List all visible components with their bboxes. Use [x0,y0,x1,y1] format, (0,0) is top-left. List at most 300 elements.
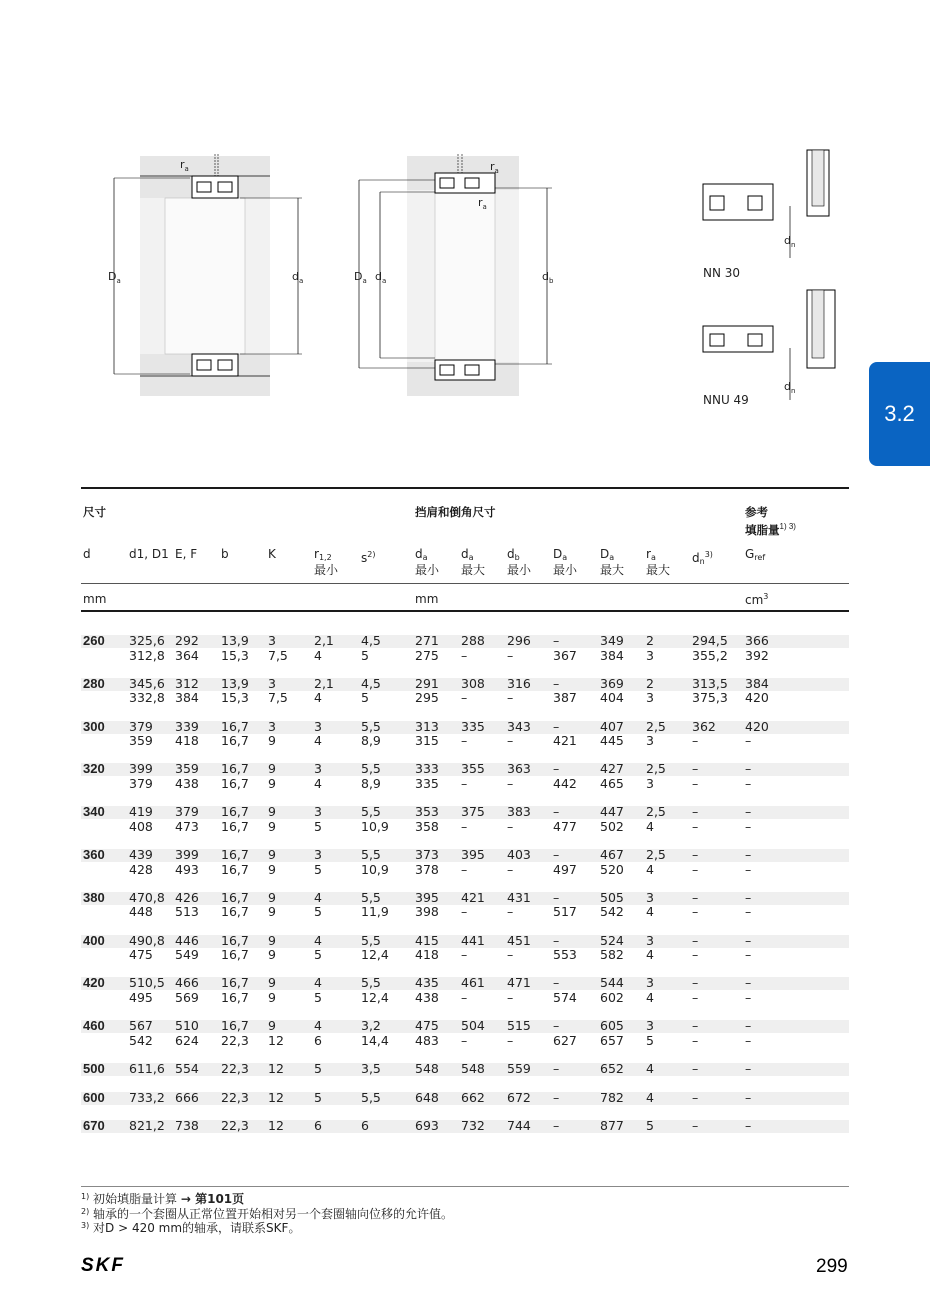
table-cell: 549 [175,947,199,963]
caption-nn30: NN 30 [703,266,741,280]
table-cell: 574 [553,989,577,1005]
table-cell: – [745,1032,752,1048]
table-cell: 419 [129,804,153,820]
table-cell: 364 [175,647,199,663]
table-cell: 877 [600,1118,624,1134]
table-cell: 335 [461,718,485,734]
table-cell: 3 [646,690,654,706]
table-cell: 358 [415,818,439,834]
table-cell: 349 [600,633,624,648]
bore-diameter: 320 [83,761,105,777]
table-cell: 448 [129,904,153,920]
header-mid-rule [81,583,849,584]
table-cell: 465 [600,775,624,791]
table-cell: – [745,1061,752,1076]
table-cell: – [507,818,514,834]
table-cell: 315 [415,733,439,749]
table-cell: 3,5 [361,1061,381,1076]
table-cell: 542 [129,1032,153,1048]
table-cell: 16,7 [221,718,249,734]
table-cell: – [692,1089,699,1105]
bore-diameter: 400 [83,932,105,948]
table-cell: 14,4 [361,1032,389,1048]
table-cell: 332,8 [129,690,165,706]
table-cell: 611,6 [129,1061,165,1076]
table-cell: 399 [129,761,153,777]
table-cell: 9 [268,904,276,920]
table-cell: 461 [461,975,485,991]
table-cell: 559 [507,1061,531,1076]
table-cell: – [461,733,468,749]
table-cell: 5 [361,647,369,663]
table-cell: – [507,647,514,663]
table-cell: 513 [175,904,199,920]
table-cell: 408 [129,818,153,834]
column-header: $r_{1,2}$ 最小 [314,547,339,577]
column-header: $d_a$ 最大 [461,547,486,577]
table-cell: – [553,804,560,820]
table-cell: 5 [646,1032,654,1048]
table-cell: 5,5 [361,804,381,820]
table-cell: 420 [745,718,769,734]
table-cell: 373 [415,847,439,862]
svg-text:da: $d_a$ [375,270,387,285]
bore-diameter: 380 [83,889,105,905]
footnote: $^{3)}$ 对D > 420 mm的轴承，请联系SKF。 [81,1221,301,1235]
table-cell: – [507,861,514,877]
table-cell: 4 [646,947,654,963]
table-cell: 5 [314,1061,322,1076]
table-cell: 12 [268,1061,284,1076]
table-cell: 4 [314,1018,322,1034]
table-cell: 12 [268,1089,284,1105]
table-cell: – [692,1061,699,1076]
table-cell: 4 [314,775,322,791]
table-cell: 367 [553,647,577,663]
table-cell: 22,3 [221,1032,249,1048]
table-cell: 22,3 [221,1061,249,1076]
bore-diameter: 340 [83,804,105,820]
table-cell: 15,3 [221,647,249,663]
table-cell: 3 [646,647,654,663]
table-cell: 553 [553,947,577,963]
table-cell: 420 [745,690,769,706]
table-cell: 438 [415,989,439,1005]
table-cell: – [745,761,752,777]
table-cell: 627 [553,1032,577,1048]
skf-logo: SKF [81,1255,125,1276]
bore-diameter: 500 [83,1061,105,1076]
svg-text:Da: $D_a$ [108,270,121,285]
table-cell: 515 [507,1018,531,1034]
table-cell: – [692,761,699,777]
table-cell: 502 [600,818,624,834]
column-header: E, F [175,547,198,561]
label-ra: r [180,158,185,171]
table-cell: 4,5 [361,675,381,691]
table-cell: – [745,861,752,877]
table-cell: 383 [507,804,531,820]
table-top-rule [81,487,849,489]
table-cell: 384 [745,675,769,691]
table-cell: – [692,861,699,877]
table-cell: 9 [268,804,276,820]
table-cell: 3 [268,675,276,691]
table-cell: 602 [600,989,624,1005]
table-cell: 475 [129,947,153,963]
table-cell: – [553,675,560,691]
table-cell: 483 [415,1032,439,1048]
table-cell: 9 [268,847,276,862]
table-cell: 7,5 [268,690,288,706]
table-cell: 392 [745,647,769,663]
table-cell: – [745,818,752,834]
table-cell: 271 [415,633,439,648]
table-cell: – [461,647,468,663]
table-cell: 3 [646,775,654,791]
table-cell: 4,5 [361,633,381,648]
table-cell: 359 [175,761,199,777]
table-cell: 733,2 [129,1089,165,1105]
table-cell: – [553,975,560,991]
table-cell: 4 [646,1089,654,1105]
table-cell: 3 [646,1018,654,1034]
table-cell: – [745,847,752,862]
svg-text:ra: $r_a$ [478,196,487,211]
table-cell: 510,5 [129,975,165,991]
table-cell: 345,6 [129,675,165,691]
table-cell: – [692,733,699,749]
table-cell: 291 [415,675,439,691]
table-cell: 12,4 [361,989,389,1005]
table-cell: – [461,861,468,877]
table-cell: 339 [175,718,199,734]
table-cell: – [692,1018,699,1034]
table-cell: – [692,932,699,948]
table-cell: 294,5 [692,633,728,648]
table-cell: 3 [268,633,276,648]
table-cell: 470,8 [129,889,165,905]
table-cell: 624 [175,1032,199,1048]
table-cell: 445 [600,733,624,749]
table-cell: 2,1 [314,633,334,648]
diagram-middle [354,154,554,396]
footnote: $^{2)}$ 轴承的一个套圈从正常位置开始相对另一个套圈轴向位移的允许值。 [81,1206,454,1221]
table-cell: 652 [600,1061,624,1076]
table-cell: 355 [461,761,485,777]
table-cell: – [745,775,752,791]
table-cell: 467 [600,847,624,862]
table-cell: 4 [314,733,322,749]
table-cell: 407 [600,718,624,734]
table-cell: 10,9 [361,861,389,877]
table-cell: 295 [415,690,439,706]
table-cell: – [745,1089,752,1105]
table-cell: 369 [600,675,624,691]
table-cell: 9 [268,989,276,1005]
column-header: $d_n^{3)}$ [692,550,713,566]
table-cell: 2,5 [646,718,666,734]
table-cell: 439 [129,847,153,862]
table-cell: – [507,1032,514,1048]
table-cell: 10,9 [361,818,389,834]
table-cell: 510 [175,1018,199,1034]
table-cell: 8,9 [361,775,381,791]
table-cell: 312,8 [129,647,165,663]
table-cell: 657 [600,1032,624,1048]
table-cell: 435 [415,975,439,991]
table-cell: 426 [175,889,199,905]
table-cell: 403 [507,847,531,862]
table-cell: – [553,718,560,734]
table-cell: 693 [415,1118,439,1134]
table-cell: 9 [268,861,276,877]
table-cell: 335 [415,775,439,791]
table-cell: 428 [129,861,153,877]
table-cell: 4 [646,989,654,1005]
table-cell: – [745,975,752,991]
table-cell: – [692,889,699,905]
table-cell: 16,7 [221,932,249,948]
table-cell: 6 [314,1118,322,1134]
group-header-abutment: 挡肩和倒角尺寸 [415,507,496,519]
table-cell: 3 [314,718,322,734]
table-cell: 493 [175,861,199,877]
svg-text:ra: $r_a$ [490,160,499,175]
table-cell: 466 [175,975,199,991]
bore-diameter: 670 [83,1118,105,1134]
table-cell: 16,7 [221,733,249,749]
table-cell: 495 [129,989,153,1005]
table-cell: 13,9 [221,675,249,691]
table-cell: – [553,1061,560,1076]
table-cell: – [461,904,468,920]
table-cell: 375 [461,804,485,820]
table-cell: 471 [507,975,531,991]
table-cell: – [507,733,514,749]
table-cell: – [507,690,514,706]
table-cell: 16,7 [221,804,249,820]
table-cell: 312 [175,675,199,691]
table-cell: – [745,889,752,905]
unit-cm3: $cm^3$ [745,592,769,607]
column-header: $d_a$ 最小 [415,547,440,577]
table-cell: 567 [129,1018,153,1034]
table-cell: 288 [461,633,485,648]
table-cell: 4 [314,889,322,905]
page-reference-link[interactable]: → 第101页 [180,1192,245,1206]
table-cell: 384 [600,647,624,663]
column-header: $d_b$ 最小 [507,547,532,577]
table-cell: 13,9 [221,633,249,648]
group-header-reference: 参考 填脂量$^{1) 3)}$ [745,507,796,537]
table-cell: 395 [415,889,439,905]
table-cell: 554 [175,1061,199,1076]
table-cell: 4 [314,975,322,991]
table-cell: 375,3 [692,690,728,706]
table-cell: – [745,947,752,963]
table-cell: 4 [646,818,654,834]
table-cell: – [507,904,514,920]
table-cell: 292 [175,633,199,648]
table-cell: 5,5 [361,932,381,948]
table-cell: 7,5 [268,647,288,663]
bore-diameter: 260 [83,633,105,648]
table-cell: – [745,904,752,920]
table-cell: 12 [268,1118,284,1134]
diagram-nnu49 [703,290,835,407]
caption-nnu49: NNU 49 [703,393,749,407]
table-cell: 22,3 [221,1118,249,1134]
svg-text:ra: $r_a$ [180,158,189,173]
unit-mm-abutment: mm [415,592,439,606]
table-cell: 517 [553,904,577,920]
table-cell: 398 [415,904,439,920]
table-cell: 569 [175,989,199,1005]
table-cell: 441 [461,932,485,948]
table-cell: 520 [600,861,624,877]
column-header: $D_a$ 最大 [600,547,625,577]
table-cell: – [692,818,699,834]
bore-diameter: 600 [83,1089,105,1105]
table-cell: 12,4 [361,947,389,963]
table-cell: 384 [175,690,199,706]
table-cell: 11,9 [361,904,389,920]
table-cell: 666 [175,1089,199,1105]
table-cell: 2 [646,675,654,691]
table-cell: 744 [507,1118,531,1134]
bore-diameter: 360 [83,847,105,862]
table-cell: – [461,989,468,1005]
table-cell: 9 [268,947,276,963]
table-cell: 378 [415,861,439,877]
table-cell: 8,9 [361,733,381,749]
table-cell: 9 [268,975,276,991]
table-cell: 366 [745,633,769,648]
table-cell: – [553,1018,560,1034]
table-cell: 446 [175,932,199,948]
table-cell: 308 [461,675,485,691]
table-cell: 648 [415,1089,439,1105]
table-cell: 3 [646,975,654,991]
table-cell: 6 [361,1118,369,1134]
table-cell: – [692,989,699,1005]
column-header: K [268,547,276,561]
table-cell: 15,3 [221,690,249,706]
table-cell: – [461,1032,468,1048]
table-cell: 732 [461,1118,485,1134]
table-cell: – [692,947,699,963]
table-cell: 379 [129,718,153,734]
table-cell: 672 [507,1089,531,1105]
table-cell: 821,2 [129,1118,165,1134]
table-cell: 421 [461,889,485,905]
table-cell: 475 [415,1018,439,1034]
table-cell: 782 [600,1089,624,1105]
table-cell: 355,2 [692,647,728,663]
table-cell: 5,5 [361,1089,381,1105]
table-cell: 3 [646,932,654,948]
unit-mm: mm [83,592,107,606]
table-cell: 504 [461,1018,485,1034]
table-cell: 2 [646,633,654,648]
table-cell: – [745,1118,752,1134]
table-cell: 359 [129,733,153,749]
table-cell: 4 [646,1061,654,1076]
table-cell: 662 [461,1089,485,1105]
table-cell: 9 [268,1018,276,1034]
table-cell: 313 [415,718,439,734]
table-cell: 548 [415,1061,439,1076]
table-cell: – [692,975,699,991]
column-header: b [221,547,229,561]
table-cell: 12 [268,1032,284,1048]
table-cell: 582 [600,947,624,963]
table-cell: 9 [268,932,276,948]
column-header: $r_a$ 最大 [646,547,671,577]
table-cell: – [507,775,514,791]
table-cell: 4 [314,690,322,706]
table-cell: – [692,847,699,862]
table-cell: – [692,1032,699,1048]
table-cell: 16,7 [221,1018,249,1034]
table-cell: – [553,847,560,862]
group-header-dimensions: 尺寸 [83,507,106,519]
table-cell: 16,7 [221,975,249,991]
table-cell: – [692,804,699,820]
table-cell: 2,5 [646,761,666,777]
table-cell: – [461,947,468,963]
table-cell: 5,5 [361,847,381,862]
table-cell: 363 [507,761,531,777]
bearing-mounting-diagrams [100,140,860,430]
table-cell: 379 [175,804,199,820]
table-cell: 4 [646,904,654,920]
table-cell: – [553,1089,560,1105]
table-cell: 418 [415,947,439,963]
table-cell: – [553,761,560,777]
table-cell: 9 [268,818,276,834]
table-cell: 3 [646,733,654,749]
svg-text:dn: $d_n$ [784,234,796,249]
footnote: $^{1)}$ 初始填脂量计算 → 第101页 [81,1192,245,1206]
table-cell: 387 [553,690,577,706]
table-cell: 544 [600,975,624,991]
table-cell: 379 [129,775,153,791]
table-cell: 5 [314,989,322,1005]
table-cell: 2,5 [646,804,666,820]
table-cell: 16,7 [221,775,249,791]
table-cell: 473 [175,818,199,834]
section-tab[interactable]: 3.2 [869,362,930,466]
table-cell: 431 [507,889,531,905]
table-cell: 22,3 [221,1089,249,1105]
table-cell: 16,7 [221,861,249,877]
table-cell: 16,7 [221,989,249,1005]
column-header: $D_a$ 最小 [553,547,578,577]
table-cell: 3 [646,889,654,905]
table-cell: 9 [268,775,276,791]
svg-text:Da: $D_a$ [354,270,367,285]
table-cell: 5 [314,904,322,920]
table-cell: 5,5 [361,761,381,777]
table-cell: 505 [600,889,624,905]
table-cell: 5 [314,947,322,963]
table-cell: 4 [314,647,322,663]
table-cell: 5 [314,1089,322,1105]
bore-diameter: 280 [83,675,105,691]
footnote-rule [81,1186,849,1187]
